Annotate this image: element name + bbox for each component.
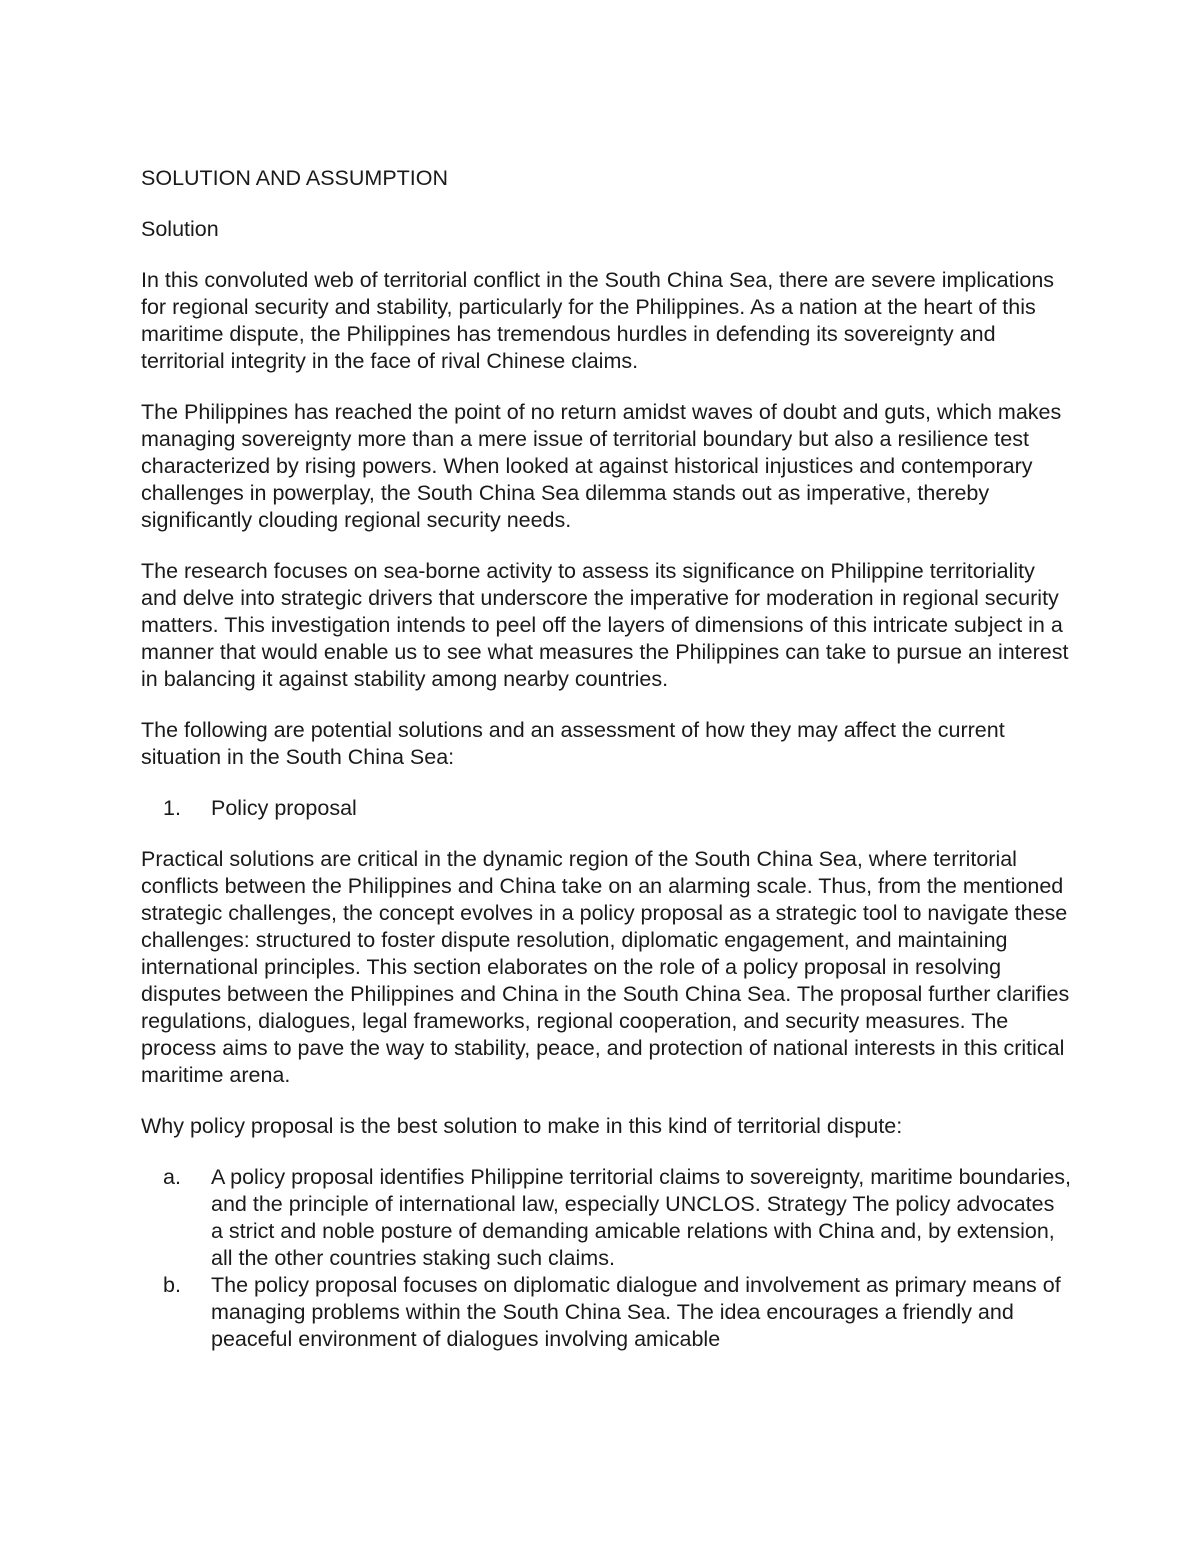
paragraph-point-of-no-return: The Philippines has reached the point of no return amidst waves of doubt and guts, which makes managing sovereignty more than a mere issue of territorial boundary but also a resilience test characterized by rising powers. When looked at against historical injustices and contemporary challenges in powerplay, the South China Sea dilemma stands out as imperative, thereby significantly clouding regional security needs. [141,400,1062,532]
document-heading: SOLUTION AND ASSUMPTION [141,166,449,190]
list-marker: b. [163,1273,181,1297]
paragraph-intro: In this convoluted web of territorial conflict in the South China Sea, there are severe implications for regional security and stability, particularly for the Philippines. As a nation at the heart of this maritime dispute, the Philippines has tremendous hurdles in defending its sovereignty and territorial integrity in the face of rival Chinese claims. [141,268,1055,373]
list-item-a [141,1164,1071,1272]
list-item-text: The policy proposal focuses on diplomatic dialogue and involvement as primary means of managing problems within the South China Sea. The idea encourages a friendly and peaceful environment of dialogues involving amicable [211,1273,1061,1351]
paragraph-research-focus: The research focuses on sea-borne activity to assess its significance on Philippine territoriality and delve into strategic drivers that underscore the imperative for moderation in regional security matters. This investigation intends to peel off the layers of dimensions of this intricate subject in a manner that would enable us to see what measures the Philippines can take to pursue an interest in balancing it against stability among nearby countries. [141,559,1069,691]
lettered-list [141,1164,1071,1353]
numbered-item-policy-proposal [141,795,1071,822]
paragraph-potential-solutions: The following are potential solutions and an assessment of how they may affect the current situation in the South China Sea: [141,718,1005,769]
list-marker: a. [163,1165,181,1189]
list-item-text: A policy proposal identifies Philippine territorial claims to sovereignty, maritime boundaries, and the principle of international law, especially UNCLOS. Strategy The policy advocates a strict and noble posture of demanding amicable relations with China and, by extension, all the other countries staking such claims. [211,1165,1071,1270]
document-body [141,165,1071,1353]
list-item-b [141,1272,1071,1353]
list-marker: 1. [163,796,181,820]
section-subheading: Solution [141,217,219,241]
paragraph-why-policy: Why policy proposal is the best solution to make in this kind of territorial dispute: [141,1114,903,1138]
list-item-text: Policy proposal [211,796,357,820]
paragraph-practical-solutions: Practical solutions are critical in the dynamic region of the South China Sea, where territorial conflicts between the Philippines and China take on an alarming scale. Thus, from the mentioned strategic challenges, the concept evolves in a policy proposal as a strategic tool to navigate these challenges: structured to foster dispute resolution, diplomatic engagement, and maintaining international principles. This section elaborates on the role of a policy proposal in resolving disputes between the Philippines and China in the South China Sea. The proposal further clarifies regulations, dialogues, legal frameworks, regional cooperation, and security measures. The process aims to pave the way to stability, peace, and protection of national interests in this critical maritime arena. [141,847,1070,1087]
